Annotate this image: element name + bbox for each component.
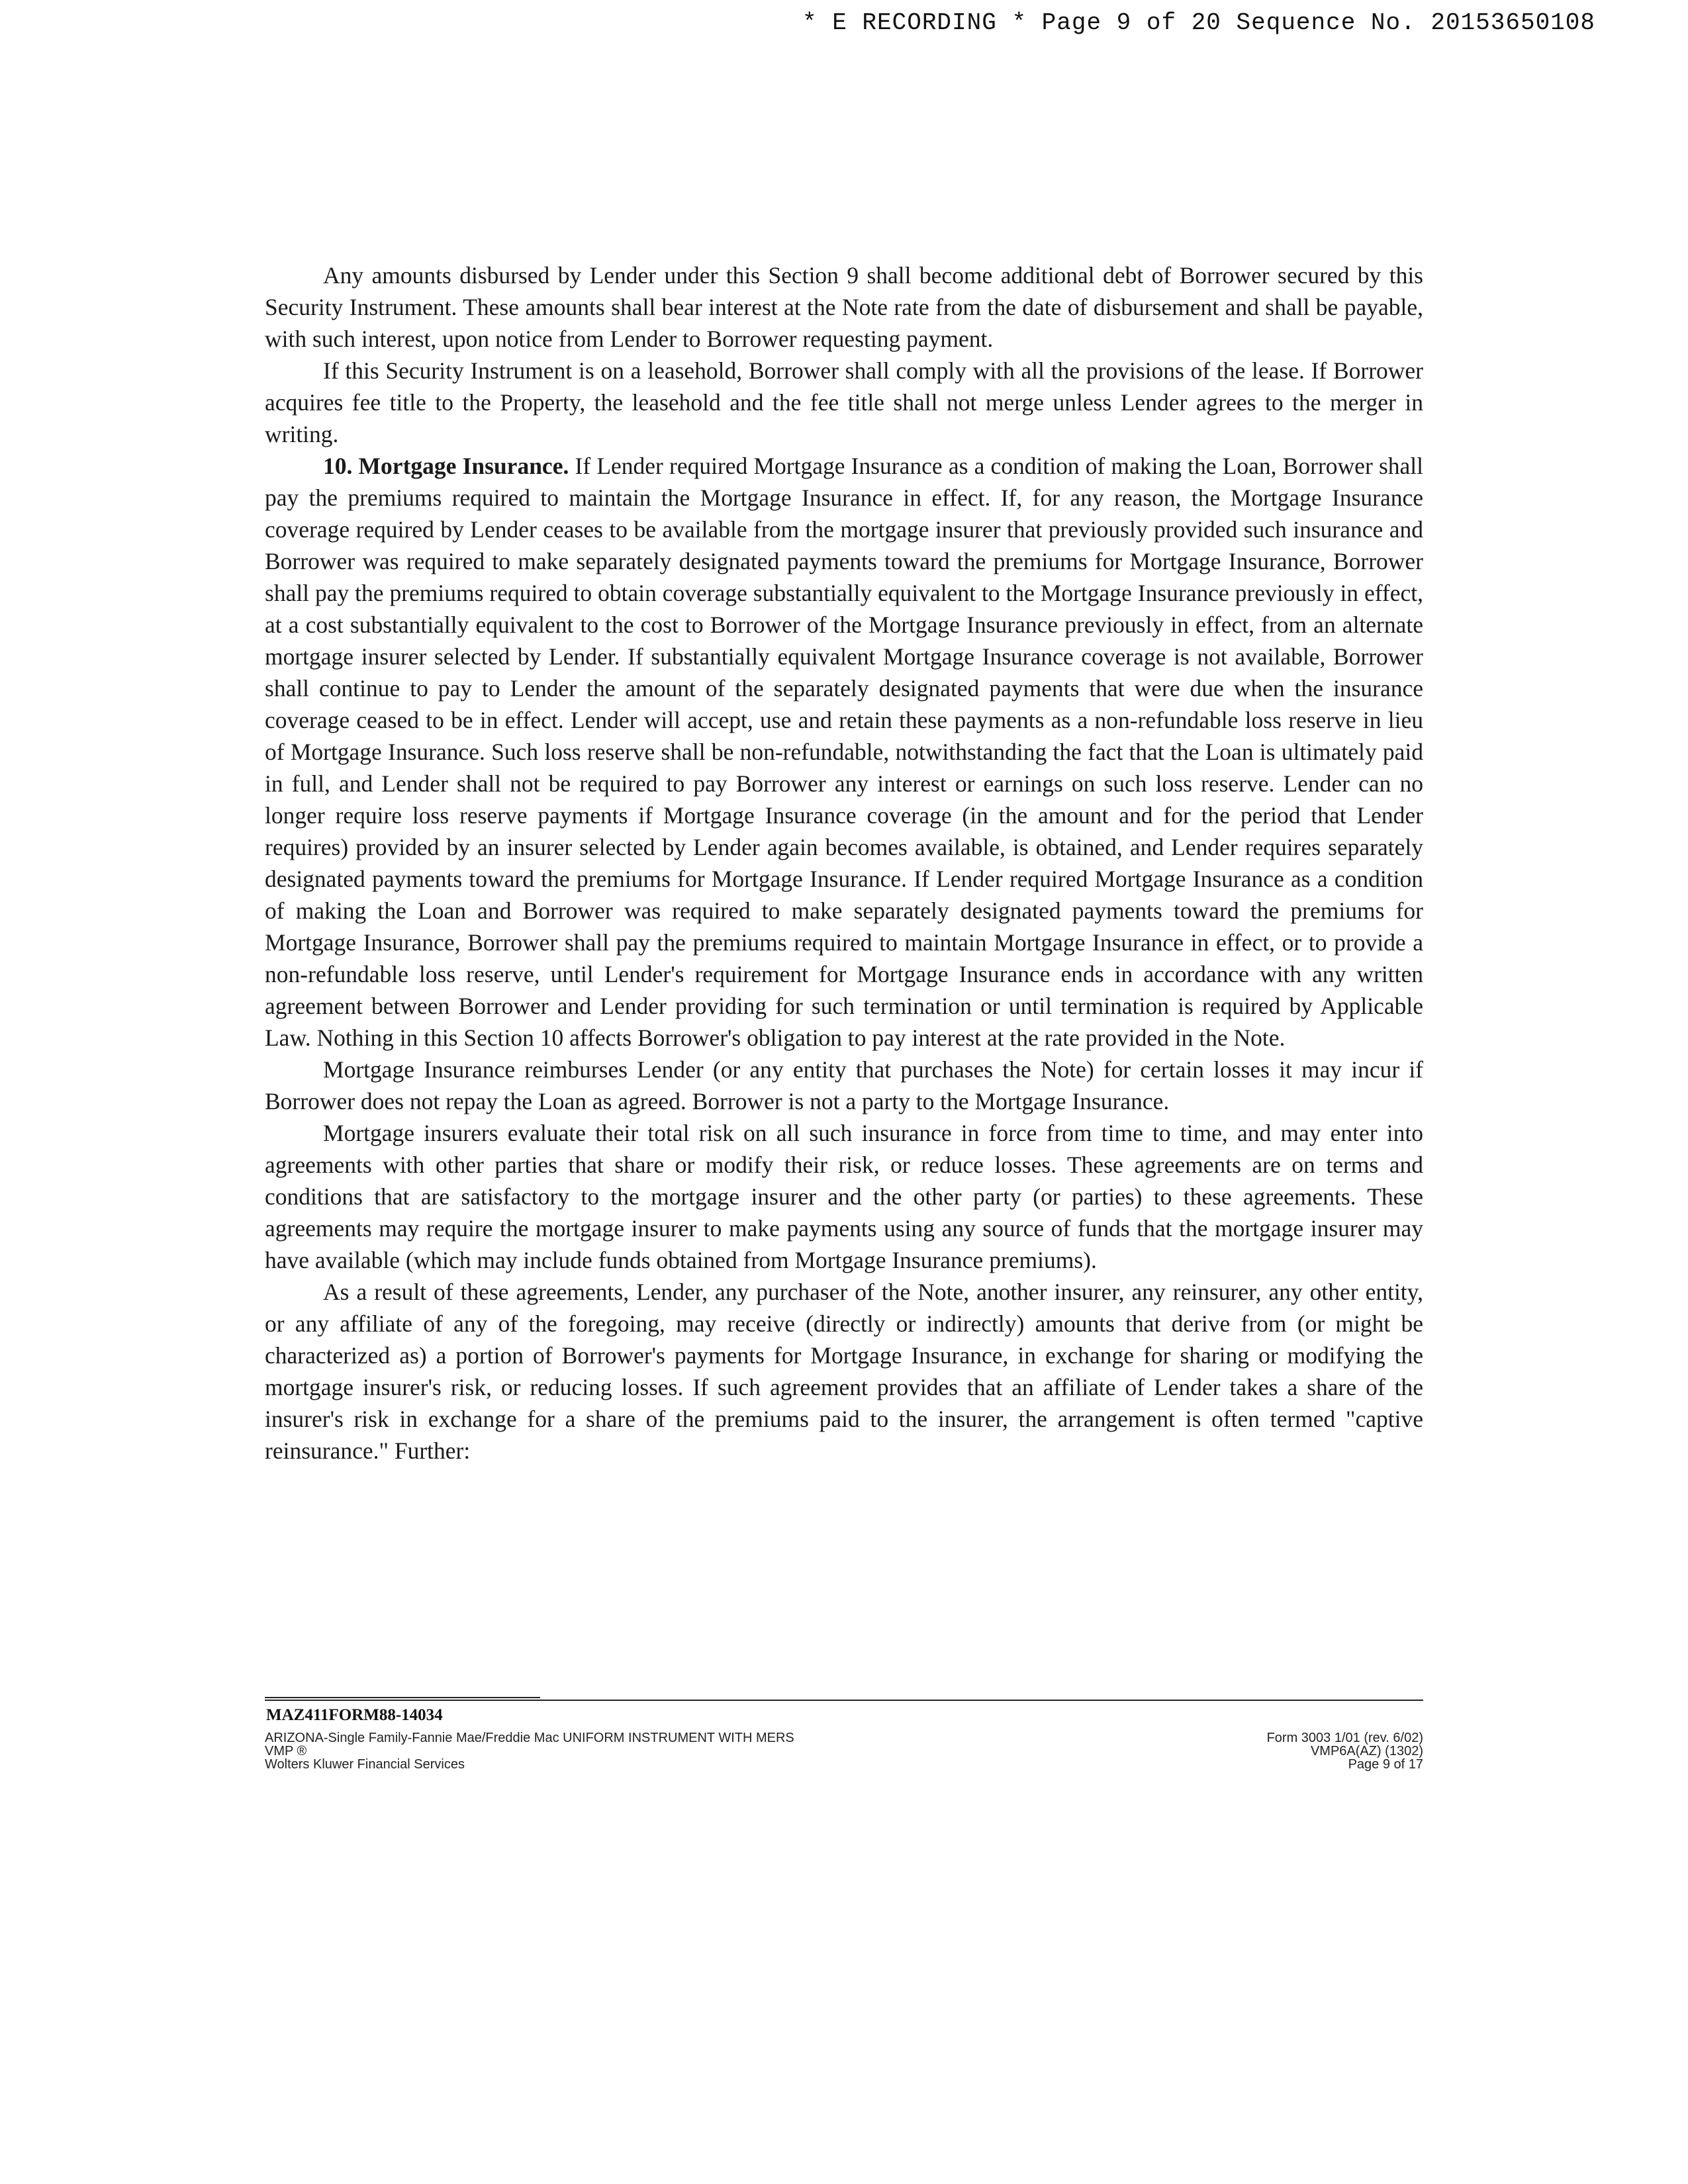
paragraph-insurance-reimburses: Mortgage Insurance reimburses Lender (or any entity that purchases the Note) for certain losses it may incur if Borrower does not repay the Loan as agreed. Borrower is not a party to the Mortgage Insurance. — [265, 1056, 1423, 1115]
vmp-mark: VMP ® — [265, 1744, 307, 1758]
recording-stamp-header: * E RECORDING * Page 9 of 20 Sequence No. 20153650108 — [802, 9, 1595, 36]
form-code: MAZ411FORM88-14034 — [266, 1706, 443, 1724]
publisher-name: Wolters Kluwer Financial Services — [265, 1757, 465, 1772]
page-number: Page 9 of 17 — [1348, 1757, 1423, 1772]
section-heading: 10. Mortgage Insurance. — [323, 453, 569, 479]
form-number: Form 3003 1/01 (rev. 6/02) — [1266, 1731, 1423, 1745]
paragraph-captive-reinsurance: As a result of these agreements, Lender, any purchaser of the Note, another insurer, any reinsurer, any other entity, or any affiliate of any of the foregoing, may receive (directly or indirectly) amounts that derive from (or might be characterized as) a portion of Borrower's payments for Mortgage Insurance, in exchange for sharing or modifying the mortgage insurer's risk, or reducing losses. If such agreement provides that an affiliate of Lender takes a share of the insurer's risk in exchange for a share of the premiums paid to the insurer, the arrangement is often termed "captive reinsurance." Further: — [265, 1279, 1423, 1464]
document-body — [265, 259, 1423, 1467]
footer-divider-short — [265, 1697, 540, 1698]
footer-left-block — [265, 1731, 794, 1771]
section-body: If Lender required Mortgage Insurance as a condition of making the Loan, Borrower shall pay the premiums required to maintain the Mortgage Insurance in effect. If, for any reason, the Mortgage Insurance coverage required by Lender ceases to be available from the mortgage insurer that previously provided such insurance and Borrower was required to make separately designated payments toward the premiums for Mortgage Insurance, Borrower shall pay the premiums required to obtain coverage substantially equivalent to the Mortgage Insurance previously in effect, at a cost substantially equivalent to the cost to Borrower of the Mortgage Insurance previously in effect, from an alternate mortgage insurer selected by Lender. If substantially equivalent Mortgage Insurance coverage is not available, Borrower shall continue to pay to Lender the amount of the separately designated payments that were due when the insurance coverage ceased to be in effect. Lender will accept, use and retain these payments as a non-refundable loss reserve in lieu of Mortgage Insurance. Such loss reserve shall be non-refundable, notwithstanding the fact that the Loan is ultimately paid in full, and Lender shall not be required to pay Borrower any interest or earnings on such loss reserve. Lender can no longer require loss reserve payments if Mortgage Insurance coverage (in the amount and for the period that Lender requires) provided by an insurer selected by Lender again becomes available, is obtained, and Lender requires separately designated payments toward the premiums for Mortgage Insurance. If Lender required Mortgage Insurance as a condition of making the Loan and Borrower was required to make separately designated payments toward the premiums for Mortgage Insurance, Borrower shall pay the premiums required to maintain Mortgage Insurance in effect, or to provide a non-refundable loss reserve, until Lender's requirement for Mortgage Insurance ends in accordance with any written agreement between Borrower and Lender providing for such termination or until termination is required by Applicable Law. Nothing in this Section 10 affects Borrower's obligation to pay interest at the rate provided in the Note. — [265, 453, 1423, 1051]
paragraph-insurers-evaluate-risk: Mortgage insurers evaluate their total risk on all such insurance in force from time to time, and may enter into agreements with other parties that share or modify their risk, or reduce losses. These agreements are on terms and conditions that are satisfactory to the mortgage insurer and the other party (or parties) to these agreements. These agreements may require the mortgage insurer to make payments using any source of funds that the mortgage insurer may have available (which may include funds obtained from Mortgage Insurance premiums). — [265, 1120, 1423, 1273]
footer-right-block — [1267, 1731, 1423, 1771]
vmp-code: VMP6A(AZ) (1302) — [1310, 1744, 1423, 1758]
paragraph-section9-disbursed-amounts: Any amounts disbursed by Lender under this Section 9 shall become additional debt of Borrower secured by this Security Instrument. These amounts shall bear interest at the Note rate from the date of disbursement and shall be payable, with such interest, upon notice from Lender to Borrower requesting payment. — [265, 262, 1423, 352]
form-description: ARIZONA-Single Family-Fannie Mae/Freddie Mac UNIFORM INSTRUMENT WITH MERS — [265, 1731, 794, 1745]
footer-divider — [265, 1700, 1423, 1701]
paragraph-section10-mortgage-insurance — [265, 450, 1423, 1054]
paragraph-leasehold: If this Security Instrument is on a leasehold, Borrower shall comply with all the provisions of the lease. If Borrower acquires fee title to the Property, the leasehold and the fee title shall not merge unless Lender agrees to the merger in writing. — [265, 357, 1423, 447]
